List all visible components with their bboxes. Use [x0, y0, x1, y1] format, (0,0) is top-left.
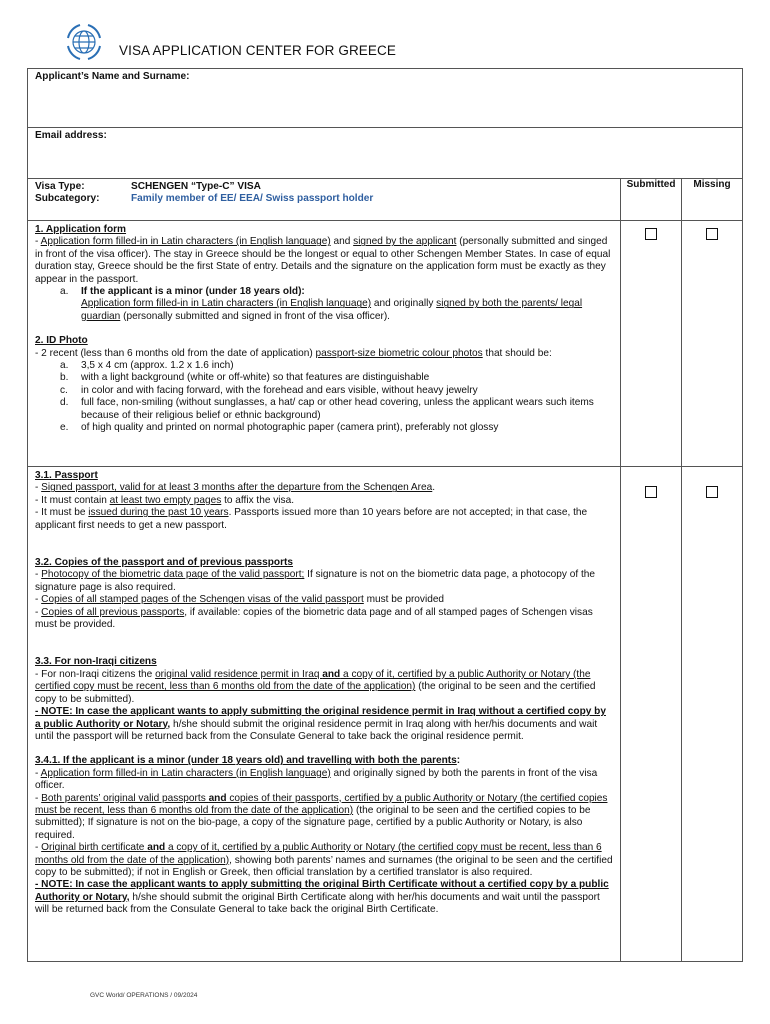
page-footer: GVC World/ OPERATIONS / 09/2024: [90, 992, 198, 999]
visa-type-label: Visa Type:: [35, 181, 85, 192]
paragraph: - Both parents’ original valid passports and copies of their passports, certified by a public Authority or Notary (the certified copies must be recent, less than 6 months old from the date of the application) (the original to be seen and the certified copies to be submitted); If signature is not on the bio-page, a copy of the signature page, certified by a public Authority or Notary, is also required.: [35, 792, 608, 841]
paragraph: - For non-Iraqi citizens the original valid residence permit in Iraq and a copy of it, certified by a public Authority or Notary (the certified copy must be recent, less than 6 months old from the date of the application) (the original to be seen and the certified copy to be submitted).: [35, 668, 596, 705]
paragraph: - It must be issued during the past 10 years. Passports issued more than 10 years before are not accepted; in that case, the applicant first needs to get a new passport.: [35, 507, 588, 531]
email-cell[interactable]: [28, 128, 743, 179]
section-title: 3.1. Passport: [35, 470, 98, 481]
list-item: c. in color and with facing forward, with the forehead and ears visible, without heavy jewelry: [60, 384, 478, 396]
list-item: d. full face, non-smiling (without sunglasses, a hat/ cap or other head covering, unless the applicant wears such items because of their religious belief or ethnic background): [60, 397, 594, 421]
missing-checkbox[interactable]: [706, 486, 718, 498]
submitted-header: Submitted: [621, 179, 682, 221]
visa-type-value: SCHENGEN “Type-C” VISA: [131, 181, 261, 192]
list-item: a. 3,5 x 4 cm (approx. 1.2 x 1.6 inch): [60, 360, 234, 372]
submitted-cell: [621, 221, 682, 467]
paragraph: - Original birth certificate and a copy of it, certified by a public Authority or Notary (the certified copy must be recent, less than 6 months old from the date of the application), showing both parents’ names and surnames (the original to be seen and the certified copy to be submitted); if not in English or Greek, then official translation by a certified translator is also required.: [35, 842, 613, 878]
missing-cell: [682, 467, 743, 962]
paragraph: - Copies of all stamped pages of the Schengen visas of the valid passport must be provided: [35, 594, 445, 606]
submitted-checkbox[interactable]: [645, 228, 657, 240]
paragraph: - Photocopy of the biometric data page of the valid passport; If signature is not on the biometric data page, a photocopy of the signature page is also required.: [35, 569, 596, 593]
section-passport-documents: [28, 467, 621, 962]
globe-icon: [62, 20, 106, 64]
paragraph: - It must contain at least two empty pages to affix the visa.: [35, 494, 295, 506]
list-item: e. of high quality and printed on normal photographic paper (camera print), preferably not glossy: [60, 422, 499, 434]
section-title: 3.4.1. If the applicant is a minor (under 18 years old) and travelling with both the parents:: [35, 755, 461, 767]
visa-info-cell: [28, 179, 621, 221]
paragraph: - Application form filled-in in Latin characters (in English language) and originally signed by both the parents in front of the visa officer.: [35, 767, 598, 792]
email-label: Email address:: [35, 130, 107, 141]
paragraph: - Application form filled-in in Latin characters (in English language) and signed by the applicant (personally submitted and singed in front of the visa officer). The stay in Greece should be the longest or equal to other Schengen Member States. In case of equal duration stay, Greece should be the first State of entry. Details and the signature on the application form must be exactly as they appear in the passport.: [35, 236, 611, 285]
note-paragraph: - NOTE: In case the applicant wants to apply submitting the original residence permit in Iraq without a certified copy by a public Authority or Notary, h/she should submit the original residence permit in Iraq along with her/his documents and wait until the passport will be returned back from the Consulate General to take back the original residence permit.: [35, 706, 606, 742]
subcategory-value: Family member of EE/ EEA/ Swiss passport holder: [131, 193, 374, 205]
section-title: 1. Application form: [35, 224, 127, 235]
paragraph: - Signed passport, valid for at least 3 months after the departure from the Schengen Area.: [35, 482, 436, 494]
application-checklist-table: [27, 68, 743, 962]
list-item: a. If the applicant is a minor (under 18 years old): Application form filled-in in Latin characters (in English language) and originally signed by both the parents/ legal guardian (personally submitted and signed in front of the visa officer).: [60, 286, 583, 322]
document-title: VISA APPLICATION CENTER FOR GREECE: [119, 43, 396, 58]
applicant-name-cell[interactable]: [28, 69, 743, 128]
note-paragraph: - NOTE: In case the applicant wants to apply submitting the original Birth Certificate without a certified copy by a public Authority or Notary, h/she should submit the original Birth Certificate along with her/his documents and wait until the passport will be returned back from the Consulate General to take back the original Birth Certificate.: [35, 879, 609, 916]
missing-checkbox[interactable]: [706, 228, 718, 240]
missing-header: Missing: [682, 179, 743, 221]
section-title: 2. ID Photo: [35, 335, 88, 347]
paragraph: - 2 recent (less than 6 months old from the date of application) passport-size biometric colour photos that should be:: [35, 347, 552, 359]
list-item: b. with a light background (white or off-white) so that features are distinguishable: [60, 372, 430, 384]
submitted-checkbox[interactable]: [645, 486, 657, 498]
applicant-name-label: Applicant’s Name and Surname:: [35, 71, 190, 82]
missing-cell: [682, 221, 743, 467]
paragraph: - Copies of all previous passports, if available: copies of the biometric data page and of all stamped pages of Schengen visas must be provided.: [35, 606, 593, 631]
section-title: 3.2. Copies of the passport and of previous passports: [35, 557, 294, 569]
submitted-cell: [621, 467, 682, 962]
section-application-photo: [28, 221, 621, 467]
subcategory-label: Subcategory:: [35, 193, 100, 205]
section-title: 3.3. For non-Iraqi citizens: [35, 656, 157, 668]
